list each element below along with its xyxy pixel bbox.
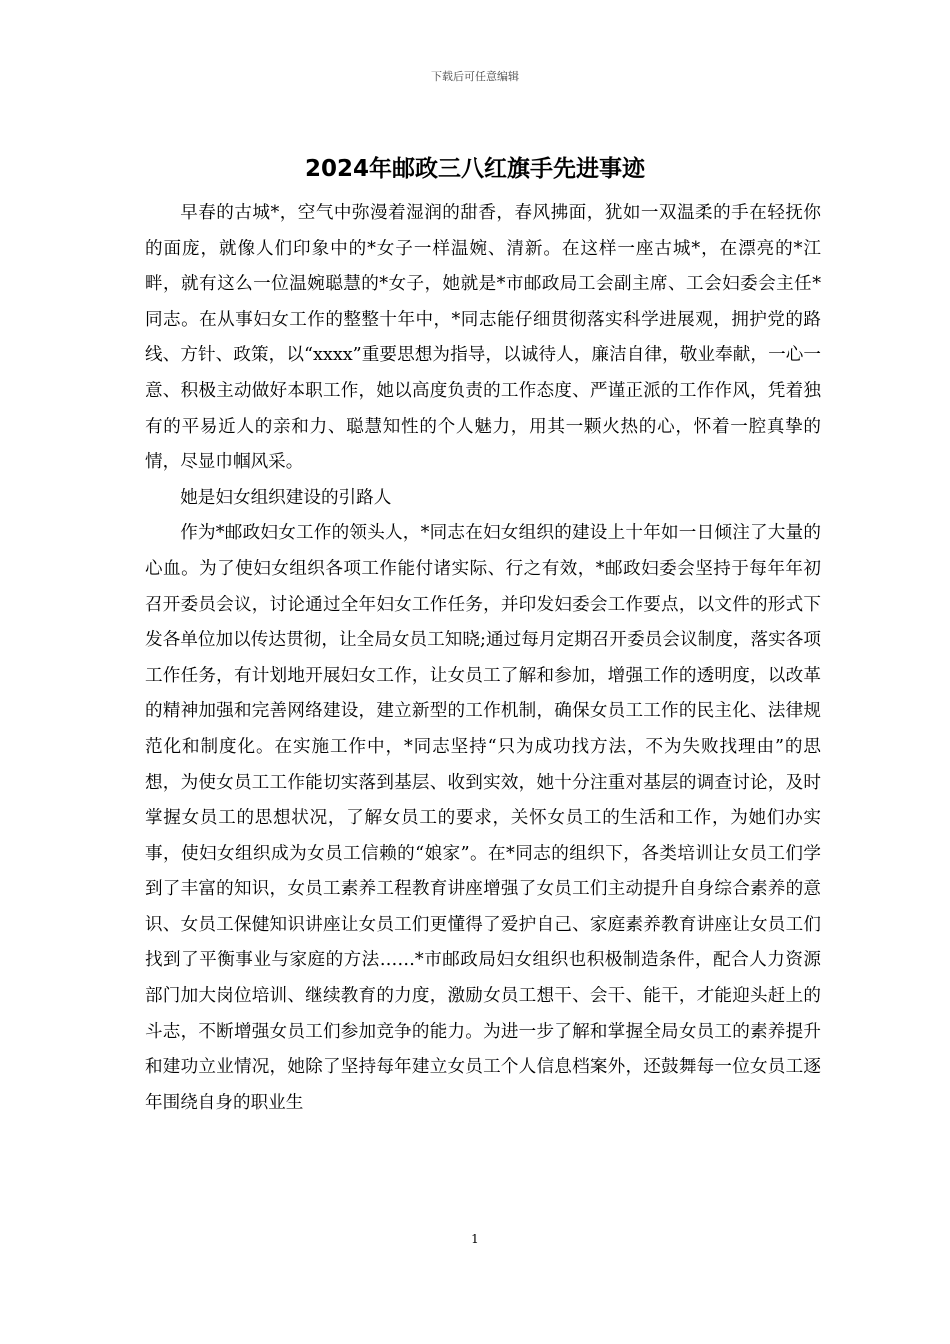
section-heading: 她是妇女组织建设的引路人 [180,487,392,508]
document-body [145,196,821,1121]
document-title: 2024年邮政三八红旗手先进事迹 [304,156,645,182]
header-note: 下载后可任意编辑 [431,70,519,83]
page-number: 1 [471,1232,479,1246]
paragraph-organization: 作为*邮政妇女工作的领头人，*同志在妇女组织的建设上十年如一日倾注了大量的心血。为了使妇女组织各项工作能付诸实际、行之有效，*邮政妇委会坚持于每年年初召开委员会议，讨论通过全年妇女工作任务，并印发妇委会工作要点，以文件的形式下发各单位加以传达贯彻，让全局女员工知晓;通过每月定期召开委员会议制度，落实各项工作任务，有计划地开展妇女工作，让女员工了解和参加，增强工作的透明度，以改革的精神加强和完善网络建设，建立新型的工作机制，确保女员工工作的民主化、法律规范化和制度化。在实施工作中，*同志坚持“只为成功找方法，不为失败找理由”的思想，为使女员工工作能切实落到基层、收到实效，她十分注重对基层的调查讨论，及时掌握女员工的思想状况，了解女员工的要求，关怀女员工的生活和工作，为她们办实事，使妇女组织成为女员工信赖的“娘家”。在*同志的组织下，各类培训让女员工们学到了丰富的知识，女员工素养工程教育讲座增强了女员工们主动提升自身综合素养的意识、女员工保健知识讲座让女员工们更懂得了爱护自己、家庭素养教育讲座让女员工们找到了平衡事业与家庭的方法……*市邮政局妇女组织也积极制造条件，配合人力资源部门加大岗位培训、继续教育的力度，激励女员工想干、会干、能干，才能迎头赶上的斗志，不断增强女员工们参加竞争的能力。为进一步了解和掌握全局女员工的素养提升和建功立业情况，她除了坚持每年建立女员工个人信息档案外，还鼓舞每一位女员工逐年围绕自身的职业生 [145,523,821,1113]
paragraph-intro: 早春的古城*，空气中弥漫着湿润的甜香，春风拂面，犹如一双温柔的手在轻抚你的面庞，就像人们印象中的*女子一样温婉、清新。在这样一座古城*，在漂亮的*江畔，就有这么一位温婉聪慧的*女子，她就是*市邮政局工会副主席、工会妇委会主任*同志。在从事妇女工作的整整十年中，*同志能仔细贯彻落实科学进展观，拥护党的路线、方针、政策，以“xxxx”重要思想为指导，以诚待人，廉洁自律，敬业奉献，一心一意、积极主动做好本职工作，她以高度负责的工作态度、严谨正派的工作作风，凭着独有的平易近人的亲和力、聪慧知性的个人魅力，用其一颗火热的心，怀着一腔真挚的情，尽显巾帼风采。 [145,203,821,473]
